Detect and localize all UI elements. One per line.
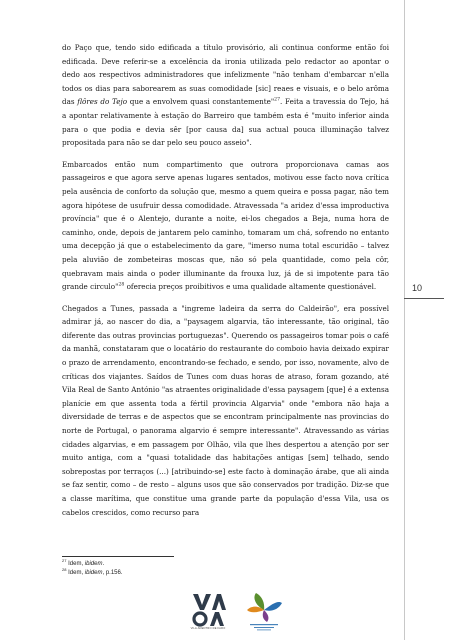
paragraph-2 (62, 158, 389, 294)
paragraph-1 (62, 41, 389, 150)
body-text (62, 41, 389, 519)
p2-text-a: Embarcados então num compartimento que outrora proporcionava camas aos passageiros e que agora serve apenas lugares sentados, motivou esse facto nova crítica pela ausência de conforto da solução que, mesmo a quem queira e possa pagar, não tem agora hipótese de usufruir dessa comodidade. Atravessada "a aridez d'essa improductiva província" que é o Alentejo, durante a noite, ei-los chegados a Beja, numa hora de caminho, onde, depois de jantarem pelo caminho, tomaram um chá, sofrendo no entanto uma decepção já que o estabelecimento da gare, "imerso numa total escuridão – talvez pela aluvião de zombeteiras moscas que, não só pela quantidade, como pela côr, quebravam mais ainda o poder illuminante da frouxa luz, já de si impotente para tão grande circulo" (62, 159, 389, 292)
vaoa-logo (190, 590, 226, 630)
margin-rule (404, 0, 405, 640)
vaoa-caption: VILA ADENTRO DE FARO (190, 627, 226, 630)
page-number: 10 (412, 283, 423, 293)
p1-text-c: que a envolvem quasi constantemente" (127, 97, 275, 107)
footnote-ref-27: 27 (274, 97, 281, 103)
paragraph-3: Chegados a Tunes, passada a "ingreme ladeira da serra do Caldeirão", era possível admirar já, ao nascer do dia, a "paysagem algarvia, tão interessante, tão original, tão diferente das outras provincias portuguezas". Querendo os passageiros tomar pois o café da manhã, constataram que o locatário do restaurante do comboio havia deixado expirar o prazo de arrendamento, encontrando-se fechado, e sendo, por isso, novamente, alvo de críticas dos viajantes. Saídos de Tunes com duas horas de atraso, foram gozando, até Vila Real de Santo António "as atraentes originalidade d'essa paysagem [que] é a extensa planície em que assenta toda a fértil provincia Algarvia" onde "embora não haja a diversidade de terras e de aspectos que se encontram principalmente nas provincias do norte de Portugal, o panorama algarvio é sempre interessante". Atravessando as várias cidades algarvias, e em passagem por Olhão, vila que lhes despertou a atenção por ser muito antiga, com a "quasi totalidade das habitações antigas [sem] telhado, sendo sobrepostas por terraços (...) [atribuindo-se] este facto à dominação árabe, que ali ainda se faz sentir, como – de resto – alguns usos que são conservados por tradição. Diz-se que a classe marítima, que constitue uma grande parte da população d'essa Vila, usa os cabelos crescidos, como recurso para (62, 303, 389, 517)
footnotes (62, 560, 123, 577)
page-number-rule (404, 298, 444, 299)
footnote-rule (62, 556, 174, 557)
footnote-27: $^{27}$ Idem, ibidem. (62, 558, 105, 567)
footnote-28: $^{28}$ Idem, ibidem, p.156. (62, 566, 123, 576)
sprout-logo (242, 590, 286, 632)
p1-italic: flôres do Tejo (77, 97, 128, 107)
p2-text-b: oferecia preços proibitivos e uma qualidade altamente questionável. (124, 282, 377, 292)
p1-text-a: do Paço que, tendo sido edificada a título provisório, ali continua conforme então foi edificada. Deve referir-se a excelência da ironia utilizada pelo redactor ao apontar o dedo aos respectivos administradores que infelizmente "não tenham d'embarcar n'ella todos os dias para saborearem as suas comodidade [sic] reaes e visuais, e o belo arôma das (62, 43, 389, 107)
footnote-ref-28: 28 (118, 282, 125, 288)
p1-text-d: . Feita a travessia do Tejo, há a apontar relativamente à estação do Barreiro que também esta é "muito inferior ainda para o que podia e devia sêr [por causa da] sua actual pouca illuminação talvez propositada para não se dar pelo seu pouco asseio". (62, 97, 390, 148)
